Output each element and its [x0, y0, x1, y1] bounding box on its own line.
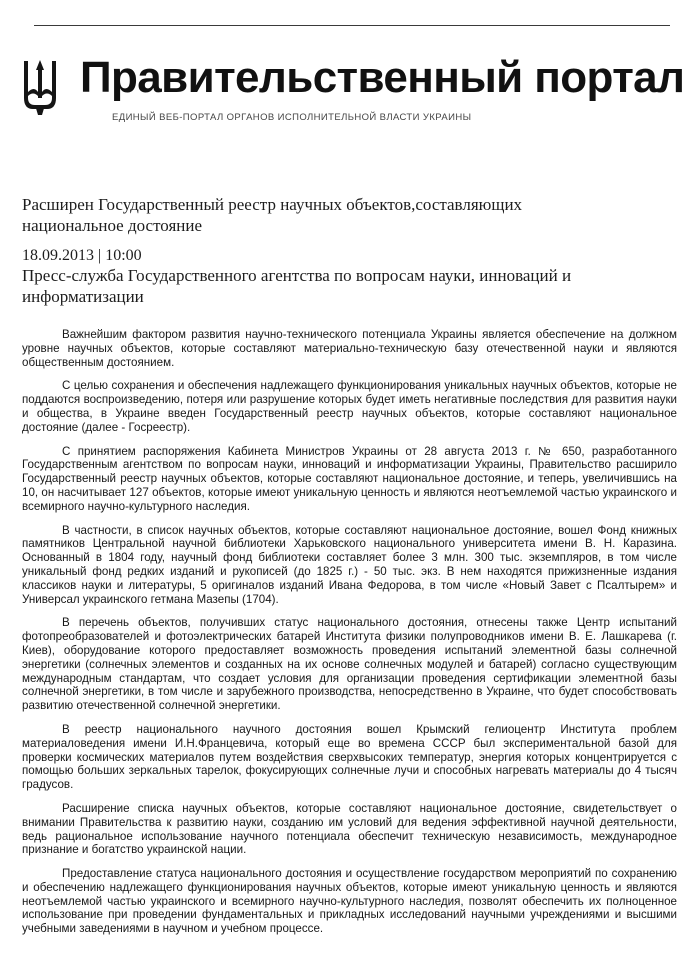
article-paragraph: С принятием распоряжения Кабинета Министров Украины от 28 августа 2013 г. № 650, разработанного Государственным агентством по вопросам науки, инноваций и информатизации Украины, Правительство расширило Государственный реестр научных объектов, которые составляют национальное достояние, и теперь, увеличившись на 10, он насчитывает 127 объектов, которые имеют уникальную ценность и являются неотъемлемой частью украинского и всемирного научно-культурного наследия. [22, 444, 677, 513]
article-meta [22, 246, 142, 266]
article-paragraph: В реестр национального научного достояния вошел Крымский гелиоцентр Института проблем материаловедения имени И.Н.Францевича, который еще во времена СССР был экспериментальной базой для проверки космических материалов путем воздействия сверхвысоких температур, энергия которых концентрируется с помощью больших зеркальных тарелок, фокусирующих солнечные лучи и способных нагревать материалы до 4 тысяч градусов. [22, 722, 677, 792]
meta-separator: | [98, 247, 102, 264]
header-divider [34, 25, 670, 26]
article-paragraph: В перечень объектов, получивших статус национального достояния, отнесены также Центр испытаний фотопреобразователей и фотоэлектрических батарей Института физики полупроводников имени В. Е. Лашкарева (г. Киев), оборудование которого предоставляет возможность проведения испытаний элементной базы солнечной энергетики (солнечных элементов и созданных на их основе солнечных модулей и батарей) согласно существующим международным стандартам, что создает условия для организации проведения сертификации элементной базы солнечной энергетики, в том числе и зарубежного производства, непосредственно в Украине, что будет способствовать развитию отечественной солнечной энергетики. [22, 616, 677, 713]
article-paragraph: Расширение списка научных объектов, которые составляют национальное достояние, свидетельствует о внимании Правительства к развитию науки, созданию им условий для ведения эффективной научной деятельности, ведь рациональное использование научного потенциала обеспечит техническую независимость, международное признание и богатство украинской нации. [22, 801, 677, 857]
portal-tagline: ЕДИНЫЙ ВЕБ-ПОРТАЛ ОРГАНОВ ИСПОЛНИТЕЛЬНОЙ ВЛАСТИ УКРАИНЫ [112, 112, 472, 123]
portal-title[interactable]: Правительственный портал [80, 53, 685, 102]
article-paragraph: В частности, в список научных объектов, которые составляют национальное достояние, вошел Фонд книжных памятников Центральной научной библиотеки Харьковского национального университета имени В. Н. Каразина. Основанный в 1804 году, научный фонд библиотеки составляет более 3 млн. 300 тыс. экземпляров, в том числе уникальный фонд редких изданий и рукописей (до 1825 г.) - 50 тыс. экз. В нем находятся прижизненные издания классиков науки и литературы, 5 оригиналов изданий Ивана Федорова, в том числе «Новый Завет с Псалтырем» и Универсал украинского гетмана Мазепы (1704). [22, 523, 677, 606]
article-time: 10:00 [105, 247, 142, 264]
trident-emblem-icon [22, 58, 58, 116]
article-source: Пресс-служба Государственного агентства по вопросам науки, инноваций и информатизации [22, 266, 572, 306]
article-paragraph: Предоставление статуса национального достояния и осуществление государством мероприятий по сохранению и обеспечению надлежащего функционирования научных объектов, которые имеют уникальную ценность и являются неотъемлемой частью украинского и всемирного научно-культурного наследия, позволят обеспечить их полноценное использование при проведении фундаментальных и прикладных исследований научными учреждениями и высшими учебными заведениями в научном и учебном процессе. [22, 867, 677, 936]
article-body [22, 328, 677, 946]
article-title: Расширен Государственный реестр научных объектов,составляющих национальное достояние [22, 195, 523, 235]
article-date: 18.09.2013 [22, 247, 94, 264]
article-paragraph: С целью сохранения и обеспечения надлежащего функционирования уникальных научных объектов, которые не поддаются воспроизведению, потеря или разрушение которых будет иметь негативные последствия для развития науки и общества, в Украине введен Государственный реестр научных объектов, которые составляют национальное достояние (далее - Госреестр). [22, 379, 677, 434]
article-paragraph: Важнейшим фактором развития научно-технического потенциала Украины является обеспечение на должном уровне научных объектов, которые составляют материально-техническую базу отечественной науки и являются общественным достоянием. [22, 328, 677, 369]
